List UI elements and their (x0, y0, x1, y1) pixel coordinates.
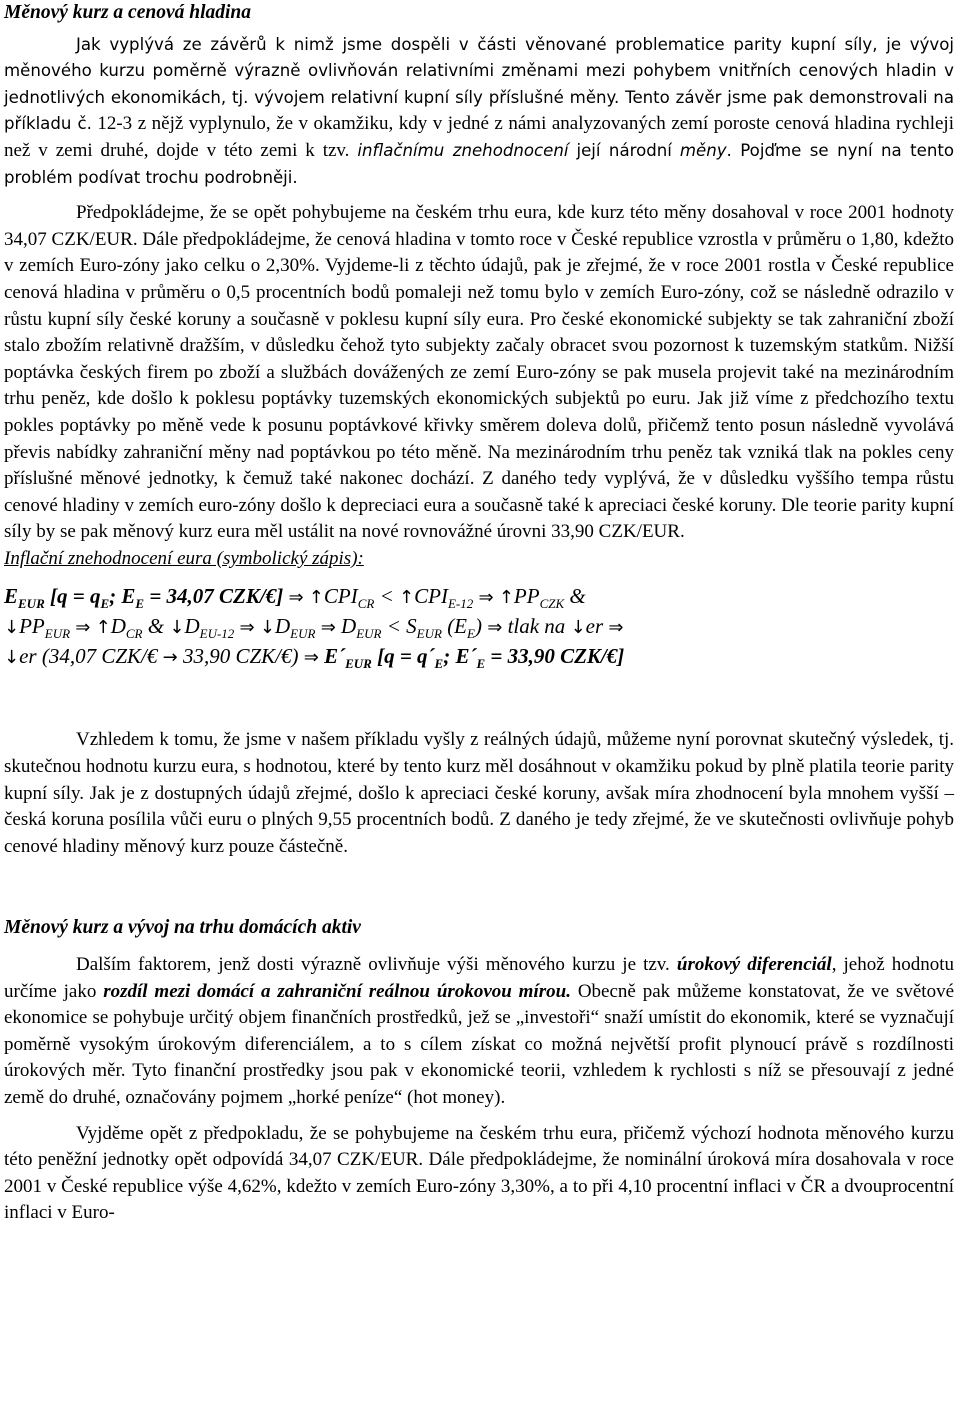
implies-icon: ⇒ (239, 617, 255, 639)
formula-initial-rate: = 34,07 CZK/€] (149, 584, 284, 609)
implies-icon: ⇒ (478, 587, 494, 609)
formula-title: Inflační znehodnocení eura (symbolický zápis): (4, 547, 364, 569)
paragraph-intro-sans-text: Jak vyplývá ze závěrů k nimž jsme dospěli v části věnované problematice parity kupní síly, je vývoj měnového kurzu poměrně výrazně ovlivňován relativními změnami mezi pohybem vnitřních cenových hladin v jednotlivých ekonomikách, tj. vývojem relativní kupní síly příslušné měny. Tento závěr jsme pak demonstrovali na příkladu č. (4, 34, 954, 134)
paragraph-example: Předpokládejme, že se opět pohybujeme na českém trhu eura, kde kurz této měny dosahoval v roce 2001 hodnoty 34,07 CZK/EUR. Dále předpokládejme, že cenová hladina v tomto roce v České republice vzrostla v průměru o 1,80, kdežto v zemích Euro-zóny jako celku o 2,30%. Vyjdeme-li z těchto údajů, pak je zřejmé, že v roce 2001 rostla v České republice cenová hladina v průměru o 0,5 procentních bodů pomaleji než tomu bylo v zemích Euro-zóny, což se následně odrazilo v růstu kupní síly české koruny a současně v poklesu kupní síly eura. Pro české ekonomické subjekty se tak zahraniční zboží stalo zbožím relativně dražším, v důsledku čehož tyto subjekty začaly obracet svou pozornost k tuzemským statkům. Nižší poptávka českých firem po zboží a službách dovážených ze zemí Euro-zóny se pak musela projevit také na mezinárodním trhu peněz, kde došlo k poklesu poptávky tuzemských ekonomických subjektů po euru. Jak již víme z předchozího textu pokles poptávky po měně vede k posunu poptávkové křivky směrem doleva dolů, přičemž tento posun následně vyvolává převis nabídky zahraniční měny nad poptávkou po této měně. Na mezinárodním trhu peněz tak vzniká tlak na pokles ceny příslušné měnové jednotky, k čemuž také nakonec dochází. Z daného tedy vyplývá, že v důsledku vyššího tempa růstu cenové hladiny v zemích euro-zóny došlo k depreciaci eura a současně také k apreciaci české koruny. Dle teorie parity kupní síly by se pak měnový kurz eura měl ustálit na nové rovnovážné úrovni 33,90 CZK/EUR. (4, 202, 954, 543)
formula-er: er (585, 614, 604, 639)
paragraph-hot-money-example: Vyjděme opět z předpokladu, že se pohybujeme na českém trhu eura, přičemž výchozí hodnota měnového kurzu této peněžní jednotky opět odpovídá 34,07 CZK/EUR. Dále předpokládejme, že nominální úroková míra dosahovala v roce 2001 v České republice výše 4,62%, kdežto v zemích Euro-zóny 3,30%, a to při 4,10 procentní inflaci v ČR a dvouprocentní inflaci v Euro- (4, 1122, 954, 1224)
arrow-up-icon: ↑ (95, 617, 111, 639)
arrow-down-icon: ↓ (259, 617, 275, 639)
paragraph-intro-text: 12-3 z nějž vyplynulo, že v okamžiku, kdy v jedné z námi analyzovaných zemí poroste cenová hladina rychleji než v zemi druhé, dojde v této zemi k tzv. (4, 113, 954, 161)
implies-icon: ⇒ (75, 617, 91, 639)
paragraph-interest-text-1: Dalším faktorem, jenž dosti výrazně ovlivňuje výši měnového kurzu je tzv. (76, 954, 670, 976)
section-heading-domestic-assets: Měnový kurz a vývoj na trhu domácích aktiv (4, 917, 361, 939)
emphasis-currency: měny (679, 140, 727, 160)
implies-icon: ⇒ (487, 617, 503, 639)
section-heading-price-level: Měnový kurz a cenová hladina (4, 2, 252, 23)
arrow-up-icon: ↑ (498, 587, 514, 609)
symbolic-formula: $E_{EUR}$ [$q = q_E$; $E_E = 34,07$ CZK/€] ⇒ $↑CPI_{CR}$ < $↑CPI_{E-12}$ ⇒ $↑PP_{CZK}$ & $↓PP_{EUR}$ ⇒ $↑D_{CR}$ & $↓D_{EU-12}$ ⇒ $↓D_{EUR}$ ⇒ $D_{EUR} < S_{EUR}$ $(E_E)$ ⇒ tlak na ↓er ⇒ ↓er (34,07 CZK/€ → 33,90 CZK/€) ⇒ $E´_{EUR}$ [$q = q´_E$; $E´_E = 33,90$ CZK/€] (4, 584, 625, 672)
arrow-down-icon: ↓ (169, 617, 185, 639)
implies-icon: ⇒ (303, 647, 319, 669)
emphasis-inflation-devaluation: inflačnímu znehodnocení (357, 140, 569, 160)
implies-icon: ⇒ (608, 617, 624, 639)
formula-pressure: tlak na (507, 614, 566, 639)
paragraph-interest-text-2: , jehož hodnotu určíme jako (4, 954, 954, 1002)
arrow-down-icon: ↓ (570, 617, 586, 639)
implies-icon: ⇒ (320, 617, 336, 639)
formula-lt: < (379, 584, 394, 609)
paragraph-intro-text-3: . Pojďme se nyní na tento problém podívat trochu podrobněji. (4, 140, 955, 187)
emphasis-interest-differential: úrokový diferenciál (676, 954, 832, 976)
arrow-down-icon: ↓ (4, 647, 20, 669)
arrow-up-icon: ↑ (399, 587, 415, 609)
arrow-up-icon: ↑ (308, 587, 324, 609)
emphasis-rate-difference: rozdíl mezi domácí a zahraniční reálnou úrokovou mírou. (103, 980, 571, 1002)
paragraph-comparison: Vzhledem k tomu, že jsme v našem příkladu vyšly z reálných údajů, můžeme nyní porovnat skutečný výsledek, tj. skutečnou hodnotu kurzu eura, s hodnotou, které by tento kurz měl dosáhnout v okamžiku pokud by plně platila teorie parity kupní síly. Jak je z dostupných údajů zřejmé, došlo k apreciaci české koruny, avšak míra zhodnocení byla mnohem vyšší – česká koruna posílila vůči euru o plných 9,55 procentních bodů. Z daného je tedy zřejmé, že ve skutečnosti ovlivňuje pohyb cenové hladiny měnový kurz pouze částečně. (4, 729, 954, 857)
paragraph-interest-diff (4, 952, 954, 1112)
arrow-down-icon: ↓ (4, 617, 20, 639)
formula-old-rate: 34,07 CZK/€ (48, 644, 158, 669)
formula-new-rate: 33,90 CZK/€ (182, 644, 292, 669)
paragraph-intro (4, 32, 954, 192)
paragraph-interest-text-3: Obecně pak můžeme konstatovat, že ve světové ekonomice se pohybuje určitý objem finančních prostředků, jež se „investoři“ snaží umístit do ekonomik, které se vyznačují poměrně vysokým úrokovým diferenciálem, a to s cílem získat co možná největší profit plynoucí právě s rozdílnosti úrokových měr. Tyto finanční prostředky jsou pak v ekonomické teorii, vzhledem k rychlosti s níž se přesouvají z jedné země do druhé, označovány pojmem „horké peníze“ (hot money). (4, 980, 955, 1108)
arrow-right-icon: → (162, 647, 178, 669)
formula-q: q (57, 584, 68, 609)
implies-icon: ⇒ (288, 587, 304, 609)
paragraph-intro-text-2: její národní (576, 140, 672, 160)
formula-final-rate: = 33,90 CZK/€] (490, 644, 625, 669)
